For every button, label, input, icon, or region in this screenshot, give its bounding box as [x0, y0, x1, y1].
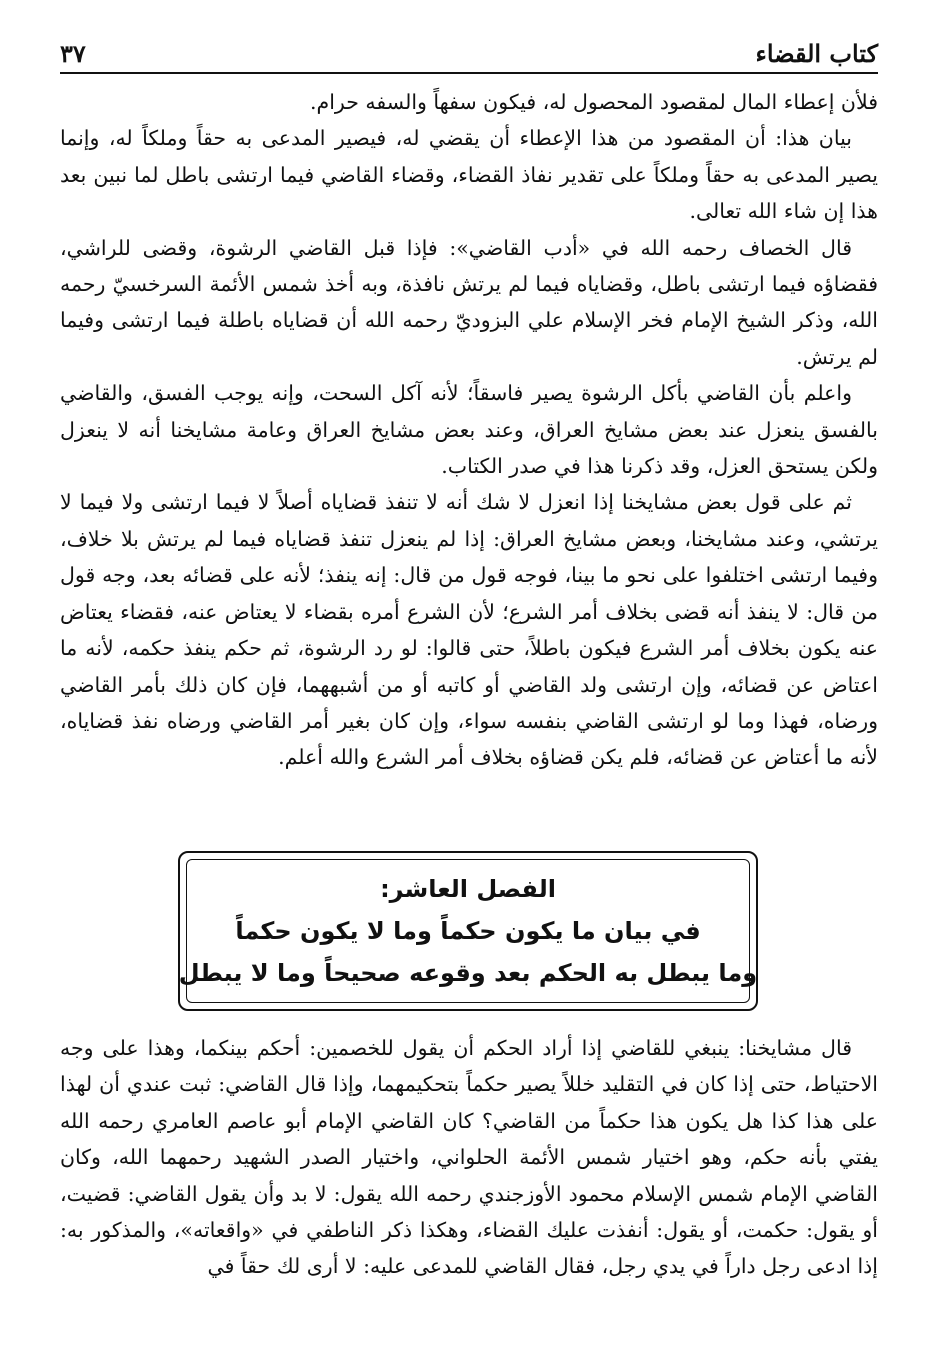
header-rule	[60, 72, 878, 74]
paragraph: فلأن إعطاء المال لمقصود المحصول له، فيكون سفهاً والسفه حرام.	[310, 90, 878, 114]
book-title: كتاب القضاء	[755, 39, 878, 68]
paragraph: قال مشايخنا: ينبغي للقاضي إذا أراد الحكم أن يقول للخصمين: أحكم بينكما، وهذا على وجه الاحتياط، حتى إذا كان في التقليد خللاً يصير حكماً بتحكيمهما، وإذا قال القاضي: ثبت عندي أن لهذا على هذا كذا هل يكون هذا حكماً من القاضي؟ كان القاضي الإمام أبو عاصم العامري رحمه الله يفتي بأنه حكم، وهو اختيار شمس الأئمة الحلواني، واختيار الصدر الشهيد رحمهما الله، وكان القاضي الإمام شمس الإسلام محمود الأوزجندي رحمه الله يقول: لا بد وأن يقول القاضي: قضيت، أو يقول: حكمت، أو يقول: أنفذت عليك القضاء، وهكذا ذكر الناطفي في «واقعاته»، والمذكور به: إذا ادعى رجل داراً في يدي رجل، فقال القاضي للمدعى عليه: لا أرى لك حقاً في	[60, 1036, 878, 1279]
paragraph: واعلم بأن القاضي بأكل الرشوة يصير فاسقاً؛ لأنه آكل السحت، وإنه يوجب الفسق، والقاضي بالفسق ينعزل عند بعض مشايخ العراق، وعند بعض مشايخ العراق وعامة مشايخنا أنه لا ينعزل ولكن يستحق العزل، وقد ذكرنا هذا في صدر الكتاب.	[60, 381, 878, 479]
paragraph: ثم على قول بعض مشايخنا إذا انعزل لا شك أنه لا تنفذ قضاياه أصلاً لا فيما ارتشى ولا فيما لا يرتشي، وعند مشايخنا، وبعض مشايخ العراق: إذا لم ينعزل تنفذ قضاياه فيما لم يرتش بلا خلاف، وفيما ارتشى اختلفوا على نحو ما بينا، فوجه قول من قال: إنه ينفذ؛ لأنه على قضائه بعد، وجه قول من قال: لا ينفذ أنه قضى بخلاف أمر الشرع؛ لأن الشرع أمره بقضاء لا يعتاض عنه، فقضاء يعتاض عنه يكون بخلاف أمر الشرع فيكون باطلاً، حتى قالوا: لو رد الرشوة، ثم حكم ينفذ حكمه، لأنه ما اعتاض عن قضائه، وإن ارتشى ولد القاضي أو كاتبه أو من أشبههما، فإن كان ذلك بأمر القاضي ورضاه، فهذا وما لو ارتشى القاضي بنفسه سواء، وإن كان بغير أمر القاضي ورضاه نفذ قضاياه، لأنه ما أعتاض عن قضائه، فلم يكن قضاؤه بخلاف أمر الشرع والله أعلم.	[60, 490, 878, 770]
chapter-number: الفصل العاشر:	[380, 875, 556, 903]
chapter-title-line: في بيان ما يكون حكماً وما لا يكون حكماً	[235, 917, 701, 945]
running-header	[60, 24, 878, 68]
page-number: ٣٧	[60, 39, 86, 68]
body-text-bottom	[60, 1030, 878, 1285]
book-page	[60, 0, 878, 1364]
chapter-heading-frame	[178, 859, 758, 1003]
chapter-title-line: وما يبطل به الحكم بعد وقوعه صحيحاً وما لا يبطل	[178, 959, 758, 987]
paragraph: بيان هذا: أن المقصود من هذا الإعطاء أن يقضي له، فيصير المدعى به حقاً وملكاً له، وإنما يصير المدعى به حقاً وملكاً على تقدير نفاذ القضاء، وقضاء القاضي فيما ارتشى باطل لما نبين بعد هذا إن شاء الله تعالى.	[60, 126, 878, 224]
paragraph: قال الخصاف رحمه الله في «أدب القاضي»: فإذا قبل القاضي الرشوة، وقضى للراشي، فقضاؤه فيما ارتشى باطل، وقضاياه فيما لم يرتش نافذة، وبه أخذ شمس الأئمة السرخسيّ رحمه الله، وذكر الشيخ الإمام فخر الإسلام علي البزوديّ رحمه الله أن قضاياه باطلة فيما ارتشى وفيما لم يرتش.	[60, 235, 878, 369]
body-text-top	[60, 84, 878, 776]
chapter-heading-box	[178, 851, 758, 1011]
